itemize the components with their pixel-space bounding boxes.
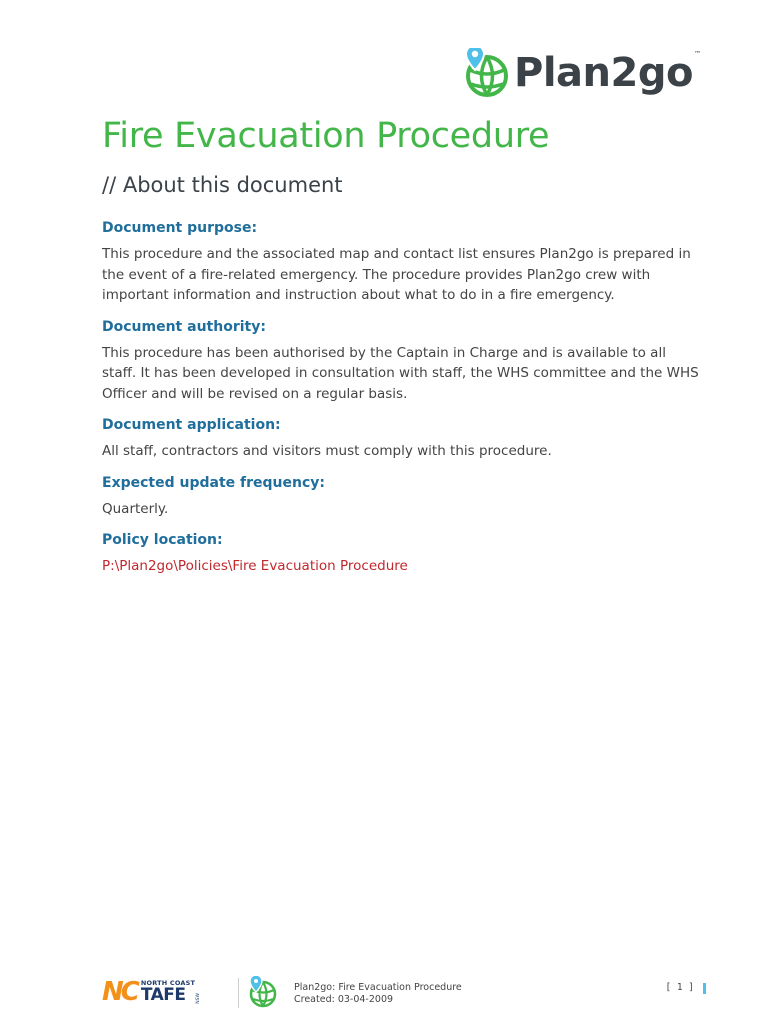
section-body-purpose: This procedure and the associated map and contact list ensures Plan2go is prepared in the event of a fire-related emergency. The procedure provides Plan2go crew with important information and instruction about what to do in a fire emergency. — [102, 246, 691, 303]
north-coast-tafe-logo — [102, 978, 201, 1006]
nc-logo-tafe: TAFE — [140, 984, 186, 1005]
footer-created-date: Created: 03-04-2009 — [294, 994, 394, 1005]
section-heading-purpose: Document purpose: — [102, 220, 258, 236]
footer-document-info — [294, 982, 462, 1006]
section-heading-application: Document application: — [102, 417, 281, 433]
footer-divider — [238, 978, 239, 1008]
section-body-application: All staff, contractors and visitors must comply with this procedure. — [102, 443, 552, 459]
document-sections — [102, 218, 702, 588]
page-number-accent-bar — [703, 983, 706, 994]
globe-pin-icon — [462, 48, 510, 98]
page-footer — [102, 976, 708, 1010]
section-body-authority: This procedure has been authorised by the Captain in Charge and is available to all staff. It has been developed in consultation with staff, the WHS committee and the WHS Officer and will be revised on a regular basis. — [102, 344, 699, 402]
nc-logo-words — [141, 980, 195, 1004]
document-title: Fire Evacuation Procedure — [102, 116, 550, 156]
page-number: [ 1 ] — [665, 982, 694, 993]
brand-name: Plan2go — [514, 50, 693, 96]
section-heading-authority: Document authority: — [102, 318, 266, 335]
policy-location-path: P:\Plan2go\Policies\Fire Evacuation Procedure — [102, 558, 408, 574]
nc-logo-mark: NC — [102, 977, 137, 1007]
nc-logo-nsw: NSW — [196, 993, 202, 1004]
section-heading-policy-location: Policy location: — [102, 532, 223, 548]
footer-globe-pin-icon — [247, 976, 277, 1008]
section-heading-update-frequency: Expected update frequency: — [102, 474, 325, 491]
section-body-update-frequency: Quarterly. — [102, 500, 169, 517]
nc-logo-north-coast: NORTH COAST — [140, 979, 196, 988]
plan2go-logo — [462, 48, 701, 98]
footer-document-name: Plan2go: Fire Evacuation Procedure — [294, 982, 462, 993]
trademark-mark: ™ — [693, 50, 701, 58]
document-subtitle: // About this document — [102, 173, 343, 197]
